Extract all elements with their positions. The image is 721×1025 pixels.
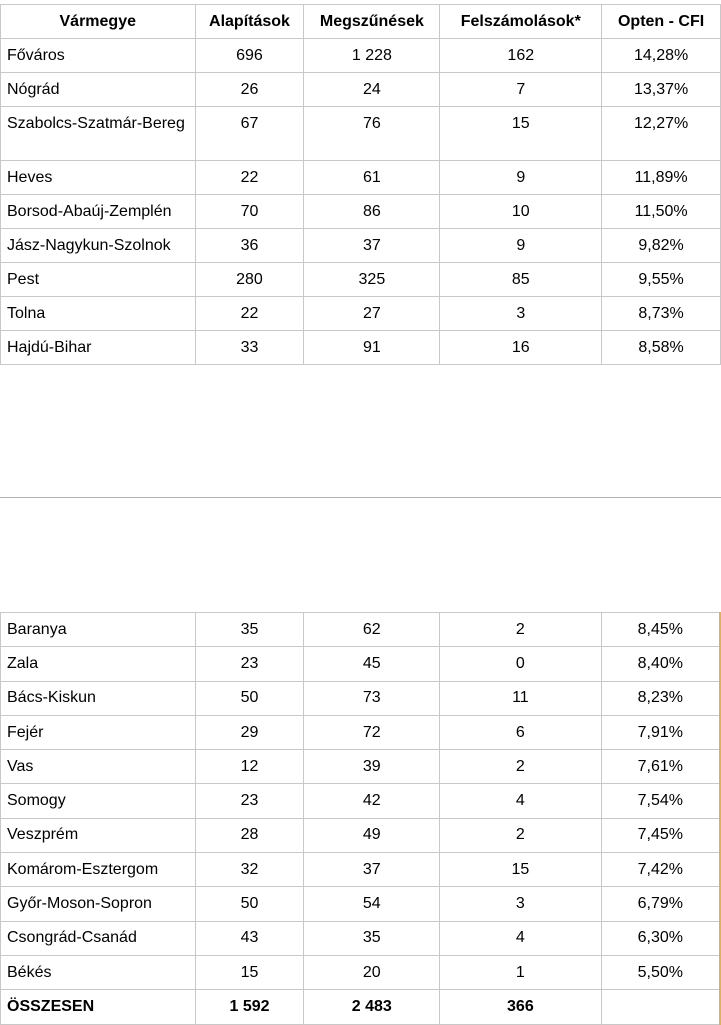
value-cell: 62 <box>304 613 440 647</box>
header-foundings: Alapítások <box>195 5 304 39</box>
table-row <box>1 73 721 107</box>
value-cell: 325 <box>304 263 440 297</box>
value-cell: 67 <box>195 107 304 161</box>
value-cell: 9 <box>440 229 602 263</box>
table-row <box>1 647 721 681</box>
value-cell: 3 <box>440 297 602 331</box>
value-cell: 37 <box>304 229 440 263</box>
table-row <box>1 681 721 715</box>
value-cell: 23 <box>195 784 304 818</box>
county-cell: Békés <box>1 955 196 989</box>
value-cell: 45 <box>304 647 440 681</box>
value-cell: 22 <box>195 161 304 195</box>
value-cell: 42 <box>304 784 440 818</box>
value-cell: 85 <box>440 263 602 297</box>
value-cell: 32 <box>195 853 304 887</box>
value-cell: 5,50% <box>601 955 720 989</box>
table-row <box>1 39 721 73</box>
table-row <box>1 921 721 955</box>
page-break-divider <box>0 497 721 498</box>
value-cell: 15 <box>440 853 602 887</box>
value-cell: 162 <box>440 39 602 73</box>
value-cell: 29 <box>195 715 304 749</box>
value-cell: 50 <box>195 681 304 715</box>
value-cell: 7,54% <box>601 784 720 818</box>
total-row <box>1 990 721 1024</box>
value-cell: 8,45% <box>601 613 720 647</box>
value-cell: 2 <box>440 818 602 852</box>
table-row <box>1 955 721 989</box>
county-cell: Győr-Moson-Sopron <box>1 887 196 921</box>
table-row <box>1 818 721 852</box>
table-row <box>1 715 721 749</box>
value-cell: 22 <box>195 297 304 331</box>
value-cell: 43 <box>195 921 304 955</box>
value-cell: 49 <box>304 818 440 852</box>
value-cell: 12,27% <box>602 107 721 161</box>
table-row <box>1 161 721 195</box>
value-cell: 6 <box>440 715 602 749</box>
value-cell: 0 <box>440 647 602 681</box>
value-cell: 4 <box>440 784 602 818</box>
value-cell: 72 <box>304 715 440 749</box>
value-cell: 9,55% <box>602 263 721 297</box>
value-cell: 6,30% <box>601 921 720 955</box>
total-closures: 2 483 <box>304 990 440 1024</box>
value-cell: 76 <box>304 107 440 161</box>
county-cell: Komárom-Esztergom <box>1 853 196 887</box>
value-cell: 8,58% <box>602 331 721 365</box>
county-cell: Pest <box>1 263 196 297</box>
value-cell: 26 <box>195 73 304 107</box>
county-cell: Nógrád <box>1 73 196 107</box>
county-cell: Csongrád-Csanád <box>1 921 196 955</box>
value-cell: 2 <box>440 750 602 784</box>
value-cell: 20 <box>304 955 440 989</box>
county-cell: Zala <box>1 647 196 681</box>
value-cell: 13,37% <box>602 73 721 107</box>
value-cell: 7,45% <box>601 818 720 852</box>
value-cell: 35 <box>304 921 440 955</box>
value-cell: 7,42% <box>601 853 720 887</box>
value-cell: 280 <box>195 263 304 297</box>
county-cell: Bács-Kiskun <box>1 681 196 715</box>
table-row <box>1 107 721 161</box>
value-cell: 16 <box>440 331 602 365</box>
value-cell: 36 <box>195 229 304 263</box>
value-cell: 4 <box>440 921 602 955</box>
value-cell: 3 <box>440 887 602 921</box>
county-cell: Szabolcs-Szatmár-Bereg <box>1 107 196 161</box>
value-cell: 28 <box>195 818 304 852</box>
header-opten-cfi: Opten - CFI <box>602 5 721 39</box>
county-cell: Vas <box>1 750 196 784</box>
value-cell: 70 <box>195 195 304 229</box>
value-cell: 7 <box>440 73 602 107</box>
value-cell: 24 <box>304 73 440 107</box>
county-cell: Borsod-Abaúj-Zemplén <box>1 195 196 229</box>
value-cell: 12 <box>195 750 304 784</box>
value-cell: 6,79% <box>601 887 720 921</box>
value-cell: 15 <box>195 955 304 989</box>
value-cell: 14,28% <box>602 39 721 73</box>
value-cell: 37 <box>304 853 440 887</box>
total-opten-cfi <box>601 990 720 1024</box>
county-cell: Fejér <box>1 715 196 749</box>
header-closures: Megszűnések <box>304 5 440 39</box>
value-cell: 9 <box>440 161 602 195</box>
county-cell: Veszprém <box>1 818 196 852</box>
value-cell: 8,73% <box>602 297 721 331</box>
value-cell: 61 <box>304 161 440 195</box>
value-cell: 50 <box>195 887 304 921</box>
value-cell: 11 <box>440 681 602 715</box>
value-cell: 1 228 <box>304 39 440 73</box>
total-foundings: 1 592 <box>195 990 304 1024</box>
table-row <box>1 331 721 365</box>
value-cell: 39 <box>304 750 440 784</box>
total-liquidations: 366 <box>440 990 602 1024</box>
county-cell: Heves <box>1 161 196 195</box>
table-row <box>1 613 721 647</box>
value-cell: 696 <box>195 39 304 73</box>
table-row <box>1 297 721 331</box>
value-cell: 27 <box>304 297 440 331</box>
table-row <box>1 750 721 784</box>
county-cell: Főváros <box>1 39 196 73</box>
county-cell: Tolna <box>1 297 196 331</box>
value-cell: 91 <box>304 331 440 365</box>
table-row <box>1 887 721 921</box>
table-row <box>1 853 721 887</box>
value-cell: 9,82% <box>602 229 721 263</box>
value-cell: 8,23% <box>601 681 720 715</box>
header-county: Vármegye <box>1 5 196 39</box>
value-cell: 33 <box>195 331 304 365</box>
county-table-bottom <box>0 612 721 1025</box>
header-row <box>1 5 721 39</box>
header-liquidations: Felszámolások* <box>440 5 602 39</box>
county-cell: Baranya <box>1 613 196 647</box>
value-cell: 73 <box>304 681 440 715</box>
value-cell: 86 <box>304 195 440 229</box>
table-row <box>1 229 721 263</box>
value-cell: 54 <box>304 887 440 921</box>
value-cell: 7,61% <box>601 750 720 784</box>
value-cell: 1 <box>440 955 602 989</box>
value-cell: 11,50% <box>602 195 721 229</box>
county-cell: Somogy <box>1 784 196 818</box>
value-cell: 23 <box>195 647 304 681</box>
county-table-top <box>0 4 721 365</box>
county-cell: Hajdú-Bihar <box>1 331 196 365</box>
value-cell: 10 <box>440 195 602 229</box>
value-cell: 35 <box>195 613 304 647</box>
value-cell: 8,40% <box>601 647 720 681</box>
value-cell: 11,89% <box>602 161 721 195</box>
value-cell: 15 <box>440 107 602 161</box>
value-cell: 7,91% <box>601 715 720 749</box>
total-label: ÖSSZESEN <box>1 990 196 1024</box>
table-row <box>1 784 721 818</box>
table-row <box>1 263 721 297</box>
value-cell: 2 <box>440 613 602 647</box>
table-row <box>1 195 721 229</box>
county-cell: Jász-Nagykun-Szolnok <box>1 229 196 263</box>
